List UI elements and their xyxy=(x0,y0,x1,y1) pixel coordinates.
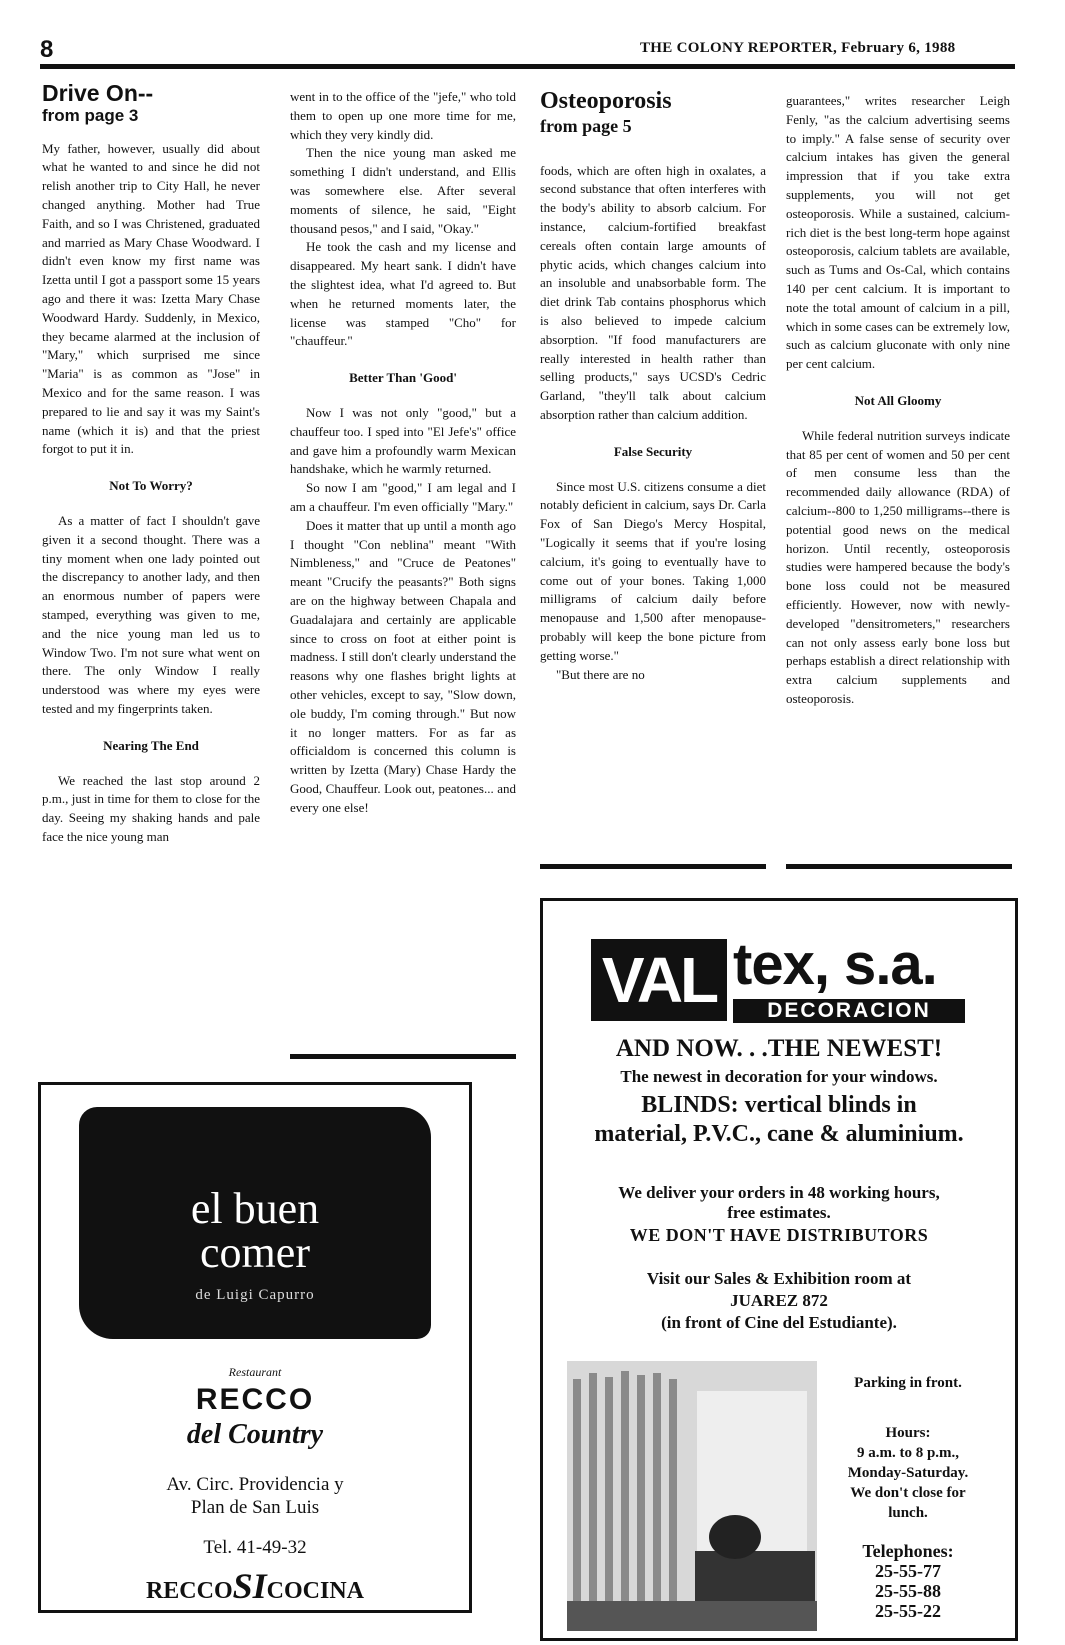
running-head: THE COLONY REPORTER, February 6, 1988 xyxy=(640,40,956,56)
valtex-tel: 25-55-77 xyxy=(875,1561,941,1581)
valtex-line: WE DON'T HAVE DISTRIBUTORS xyxy=(629,1225,929,1245)
restaurant-phone: Tel. 41-49-32 xyxy=(203,1537,307,1558)
restaurant-title-line1: el buen xyxy=(190,1184,320,1233)
drive-on-column-1 xyxy=(42,80,260,847)
valtex-line: Visit our Sales & Exhibition room at xyxy=(646,1269,912,1288)
drive-on-headline: Drive On-- xyxy=(42,80,154,106)
restaurant-small-label: Restaurant xyxy=(228,1365,282,1379)
valtex-line: JUAREZ 872 xyxy=(730,1291,828,1310)
section-heading: Not To Worry? xyxy=(109,478,193,494)
drive-on-subhead: from page 3 xyxy=(42,105,139,125)
restaurant-ad xyxy=(38,1082,472,1613)
osteoporosis-headline: Osteoporosis xyxy=(540,88,672,114)
valtex-line: (in front of Cine del Estudiante). xyxy=(661,1313,897,1332)
drive-on-paragraph: We reached the last stop around 2 p.m., just in time for them to close for the day. Seeing my shaking hands and pale face the nice young man xyxy=(42,772,260,844)
valtex-hours-time: 9 a.m. to 8 p.m., xyxy=(856,1445,960,1461)
section-heading: Not All Gloomy xyxy=(854,392,942,408)
osteo-column-1 xyxy=(540,88,766,684)
restaurant-address-line: Av. Circ. Providencia y xyxy=(166,1474,344,1495)
valtex-hours-note: We don't close for lunch. xyxy=(850,1485,966,1521)
column-end-rule xyxy=(290,1054,516,1059)
valtex-ad xyxy=(540,898,1018,1641)
drive-on-paragraph: Then the nice young man asked me something I didn't understand, and Ellis was somewhere else. After several moments of silence, he said, "Eight thousand pesos," and I said, "Okay." xyxy=(290,145,516,236)
drive-on-paragraph: As a matter of fact I shouldn't gave given it a second thought. There was a tiny moment when one lady pointed out the discrepancy to another lady, and then an enormous number of papers were stamped, everything was given to me, and the nice young man led us to Window Two. I'm not sure what went on there. The only Window I really understood was where my eyes were tested and my fingerprints taken. xyxy=(42,512,260,716)
drive-on-paragraph: went in to the office of the "jefe," who told them to open up one more time for me, which they very kindly did. xyxy=(290,89,516,142)
valtex-logo-tex: tex, s.a. xyxy=(733,932,937,997)
osteoporosis-subhead: from page 5 xyxy=(540,115,632,136)
restaurant-address-line: Plan de San Luis xyxy=(190,1497,320,1518)
drive-on-paragraph: So now I am "good," I am legal and I am a chauffeur. I'm even officially "Mary." xyxy=(290,480,516,514)
valtex-tel: 25-55-88 xyxy=(875,1581,941,1601)
valtex-logo-bar: DECORACION xyxy=(733,999,965,1023)
drive-on-paragraph: Does it matter that up until a month ago I thought "Con neblina" meant "With Nimbleness," and "Cruce de Peatones" meant "Crucify the peasants?" Both signs are on the highway between Chapala and Guadalajara and certainly are applicable since to cross on foot at either point is madness. I still don't clearly understand the reasons why one flashes bright lights at other vehicles, except to say, "Slow down, ole buddy, I'm coming through." But now it no longer matters. For as far as officialdom is concerned this column is written by Izetta (Mary) Chase Hardy the Good, Chauffeur. Look out, peatones... and every one else! xyxy=(290,517,516,815)
valtex-logo-val: VAL xyxy=(591,939,727,1021)
footer-si: SI xyxy=(232,1566,267,1606)
valtex-line: The newest in decoration for your windows. xyxy=(620,1067,938,1086)
osteo-paragraph: guarantees," writes researcher Leigh Fenly, "as the calcium advertising seems to imply." A false sense of security over calcium intakes has given the general impression that if you take extra supplements, you will not get osteoporosis. While a sustained, calcium-rich diet is the best long-term hope against osteoporosis, calcium tablets are available, such as Tums and Os-Cal, which contains 140 per cent calcium. It is important to note the total amount of calcium in a pill, which in some cases can be extremely low, such as calcium gluconate with only nine per cent calcium. xyxy=(786,93,1010,372)
column-end-rule xyxy=(786,864,1012,869)
footer-cocina: COCINA xyxy=(266,1578,365,1604)
osteo-paragraph: While federal nutrition surveys indicate that 85 per cent of women and 50 per cent of men consume less than the recommended daily allowance (RDA) of calcium--800 to 1,250 milligrams--there is potential good news on the medical horizon. Until recently, osteoporosis studies were hampered because the body's bone loss could not be measured efficiently. However, now with newly-developed "densitrometers," researchers can not only assess early bone loss but perhaps establish a direct relationship with extra calcium supplements and osteoporosis. xyxy=(786,427,1010,706)
section-heading: Nearing The End xyxy=(103,737,199,753)
ink-splash-graphic xyxy=(79,1107,431,1339)
recco-logo-script: del Country xyxy=(186,1419,324,1450)
valtex-tel: 25-55-22 xyxy=(875,1601,941,1621)
restaurant-title-line2: comer xyxy=(200,1228,310,1277)
section-heading: Better Than 'Good' xyxy=(349,370,457,386)
osteo-paragraph: Since most U.S. citizens consume a diet notably deficient in calcium, says Dr. Carla Fox of San Diego's Mercy Hospital, "Logically it seems that if you're losing calcium, it's going to eventually have to come out of your bones. Taking 1,000 milligrams of calcium daily before menopause and 1,500 after menopause- probably will keep the bone picture from getting worse." xyxy=(540,478,766,663)
valtex-tel-label: Telephones: xyxy=(862,1541,954,1561)
footer-recco: RECCO xyxy=(145,1578,233,1604)
valtex-blinds: BLINDS: vertical blinds in material, P.V.C., cane & aluminium. xyxy=(594,1092,964,1147)
column-end-rule xyxy=(540,864,766,869)
osteo-paragraph: foods, which are often high in oxalates, a second substance that often interferes with the body's ability to absorb calcium. For instance, calcium-fortified breakfast cereals often contain large amounts of phytic acids, which changes calcium into an insoluble and unabsorbable form. The diet drink Tab contains phosphorus which is also believed to impede calcium absorption. "If food manufacturers are really interested in health rather than selling products," says UCSD's Cedric Garland, "they'll talk about calcium absorption rather than calcium addition. xyxy=(540,162,766,422)
restaurant-footer-logo xyxy=(41,1565,469,1607)
osteo-column-2 xyxy=(786,92,1010,709)
drive-on-paragraph: He took the cash and my license and disappeared. My heart sank. I didn't have the slightest idea, what I'd agreed to. But when he returned moments later, the license was stamped "Cho" for "chauffeur." xyxy=(290,239,516,349)
section-heading: False Security xyxy=(613,443,693,459)
drive-on-paragraph: My father, however, usually did about what he wanted to and since he did not relish another trip to City Hall, he never changed anything. Mother had True Faith, and so I was Christened, graduated and married as Mary Chase Woodward. I didn't even know my first name was Izetta until I got a passport some 15 years ago and there it was: Izetta Mary Chase Woodward Hardy. Suddenly, in Mexico, they became alarmed at the inclusion of "Mary," which surprised me since "Maria" is as common as "Jose" in Mexico and for the same reason. I was prepared to lie and say it was my Saint's name (which it is) and that the priest forgot to put it in. xyxy=(42,140,260,457)
valtex-hours-label: Hours: xyxy=(885,1425,931,1441)
valtex-line: We deliver your orders in 48 working hours, free estimates. xyxy=(618,1183,940,1222)
recco-logo: RECCO xyxy=(195,1383,315,1416)
showroom-photo xyxy=(567,1361,817,1631)
osteo-paragraph: "But there are no xyxy=(556,666,645,682)
page-number: 8 xyxy=(40,36,54,63)
valtex-headline: AND NOW. . .THE NEWEST! xyxy=(615,1035,943,1062)
restaurant-byline: de Luigi Capurro xyxy=(195,1287,315,1303)
valtex-parking: Parking in front. xyxy=(854,1375,962,1391)
header-rule xyxy=(40,64,1015,69)
valtex-hours-days: Monday-Saturday. xyxy=(847,1465,969,1481)
drive-on-paragraph: Now I was not only "good," but a chauffeur too. I sped into "El Jefe's" office and gave him a profoundly warm Mexican handshake, which he warmly returned. xyxy=(290,404,516,477)
drive-on-column-2 xyxy=(290,88,516,817)
